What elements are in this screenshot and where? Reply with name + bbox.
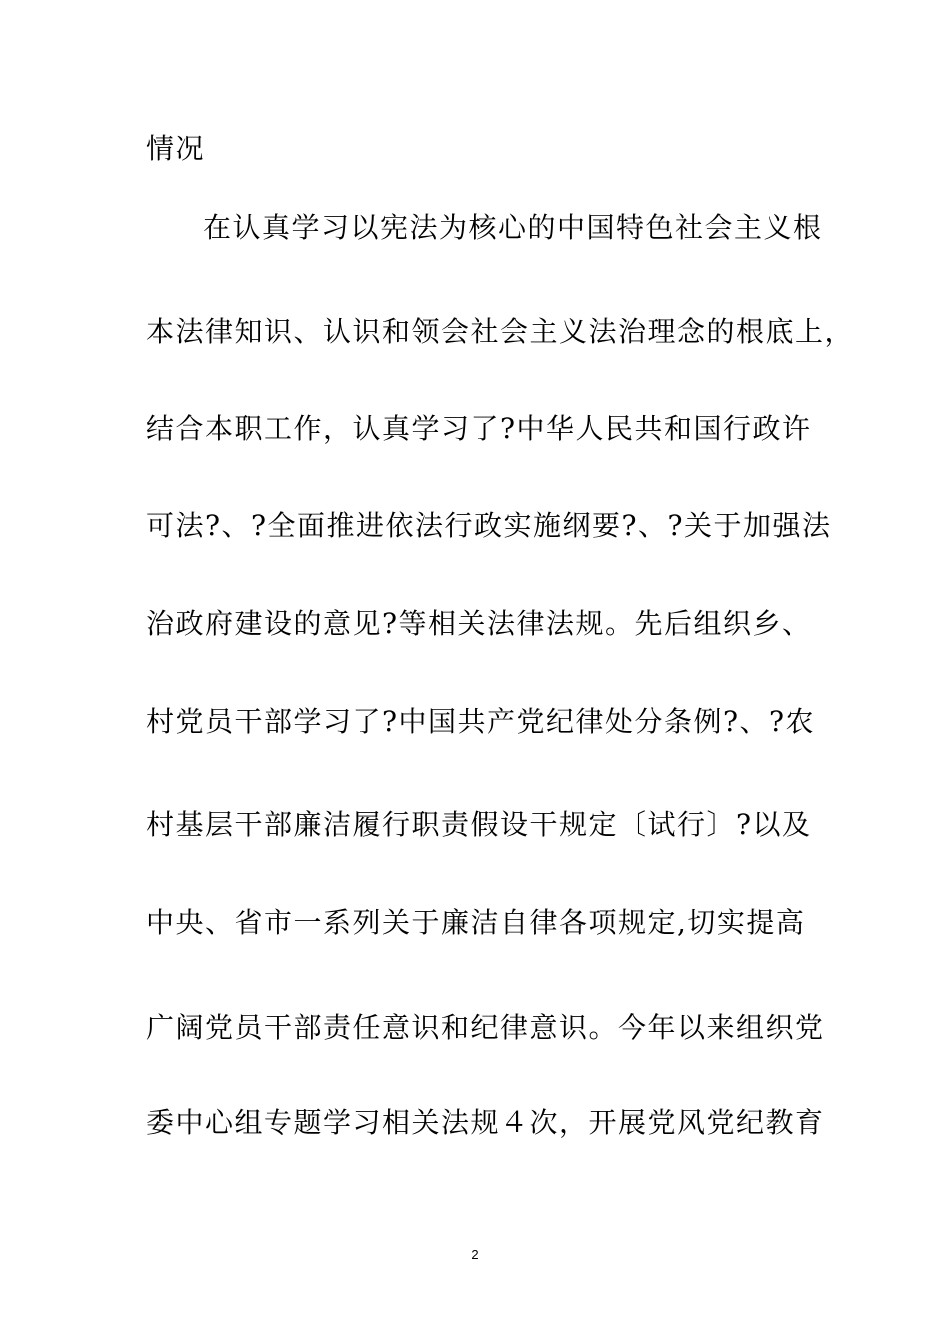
text-line: 村基层干部廉洁履行职责假设干规定〔试行〕?以及 <box>146 808 812 841</box>
text-line: 治政府建设的意见?等相关法律法规。先后组织乡、 <box>146 607 812 640</box>
text-line: 本法律知识、认识和领会社会主义法治理念的根底上， <box>146 315 855 348</box>
text-line: 中央、省市一系列关于廉洁自律各项规定,切实提高 <box>146 906 806 939</box>
text-line: 结合本职工作，认真学习了?中华人民共和国行政许 <box>146 412 812 445</box>
page-number: 2 <box>471 1247 479 1262</box>
text-line: 委中心组专题学习相关法规４次，开展党风党纪教育 <box>146 1106 825 1139</box>
text-line: 在认真学习以宪法为核心的中国特色社会主义根 <box>203 211 823 244</box>
text-line: 广阔党员干部责任意识和纪律意识。今年以来组织党 <box>146 1011 825 1044</box>
text-line: 村党员干部学习了?中国共产党纪律处分条例?、?农 <box>146 705 816 738</box>
text-line: 情况 <box>146 132 206 165</box>
text-line: 可法?、?全面推进依法行政实施纲要?、?关于加强法 <box>146 509 832 542</box>
